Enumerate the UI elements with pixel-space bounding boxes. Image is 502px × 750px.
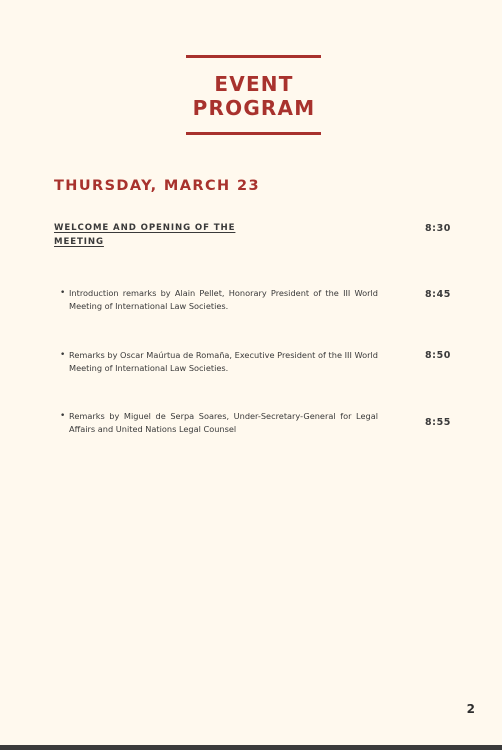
page-title: [150, 72, 358, 120]
list-item-time: 8:55: [424, 417, 451, 428]
list-item-time: 8:50: [424, 350, 451, 361]
section-title: WELCOME AND OPENING OF THE MEETING: [54, 223, 236, 247]
bottom-bar: [0, 745, 502, 750]
bullet-icon: •: [60, 288, 66, 298]
title-rule-bottom: [186, 132, 321, 135]
list-item-text: Remarks by Oscar Maúrtua de Romaña, Executive President of the III World Meeting of International Law Societies.: [69, 350, 378, 373]
list-item-time: 8:45: [424, 289, 451, 300]
list-item: [60, 349, 378, 374]
list-item: [60, 410, 378, 435]
title-rule-top: [186, 55, 321, 58]
list-item-text: Remarks by Miguel de Serpa Soares, Under-Secretary-General for Legal Affairs and United Nations Legal Counsel: [69, 411, 378, 434]
page-number: 2: [466, 702, 475, 716]
bullet-icon: •: [60, 350, 66, 360]
title-line-2: PROGRAM: [192, 96, 316, 120]
section-time: 8:30: [424, 223, 451, 234]
day-heading: THURSDAY, MARCH 23: [54, 178, 260, 194]
title-line-1: EVENT: [214, 72, 294, 96]
list-item-text: Introduction remarks by Alain Pellet, Honorary President of the III World Meeting of International Law Societies.: [69, 288, 378, 311]
bullet-icon: •: [60, 411, 66, 421]
list-item: [60, 287, 378, 312]
